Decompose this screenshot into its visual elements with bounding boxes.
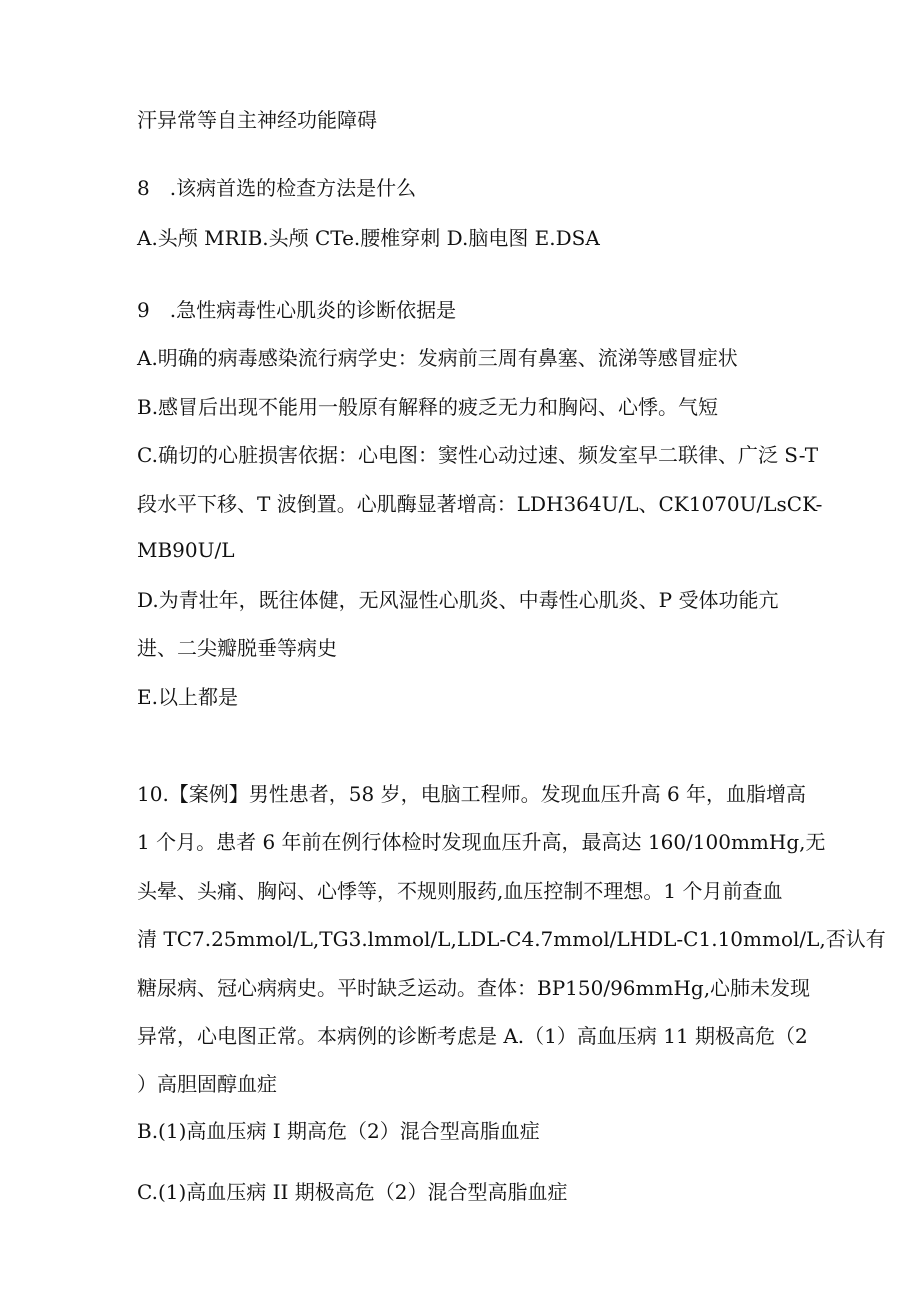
question-10-stem-line-4: 清 TC7.25mmol/L,TG3.lmmol/L,LDL-C4.7mmol/LHDL-C1.10mmol/L,否认有 — [137, 927, 886, 951]
question-9-option-a: A.明确的病毒感染流行病学史：发病前三周有鼻塞、流涕等感冒症状 — [137, 346, 738, 370]
question-8-stem: 8 .该病首选的检查方法是什么 — [137, 176, 417, 200]
question-10-stem-line-2: 1 个月。患者 6 年前在例行体检时发现血压升高，最高达 160/100mmHg,无 — [137, 830, 826, 854]
question-9-option-c-line-1: C.确切的心脏损害依据：心电图：窦性心动过速、频发室早二联律、广泛 S-T — [137, 443, 819, 467]
question-9-option-c-line-2: 段水平下移、T 波倒置。心肌酶显著增高：LDH364U/L、CK1070U/LsCK- — [137, 492, 823, 516]
question-9-option-e: E.以上都是 — [137, 685, 238, 709]
text-line-continuation: 汗异常等自主神经功能障碍 — [137, 108, 377, 132]
question-10-option-b: B.(1)高血压病 I 期高危（2）混合型高脂血症 — [137, 1119, 540, 1143]
question-8-options: A.头颅 MRIB.头颅 CTe.腰椎穿刺 D.脑电图 E.DSA — [137, 226, 600, 250]
question-9-option-d-line-1: D.为青壮年，既往体健，无风湿性心肌炎、中毒性心肌炎、P 受体功能亢 — [137, 588, 779, 612]
question-9-option-d-line-2: 进、二尖瓣脱垂等病史 — [137, 636, 337, 660]
question-9-option-b: B.感冒后出现不能用一般原有解释的疲乏无力和胸闷、心悸。气短 — [137, 395, 719, 419]
question-10-stem-line-5: 糖尿病、冠心病病史。平时缺乏运动。查体：BP150/96mmHg,心肺未发现 — [137, 976, 811, 1000]
question-10-option-a-line-1: 异常，心电图正常。本病例的诊断考虑是 A.（1）高血压病 11 期极高危（2 — [137, 1024, 808, 1048]
question-10-stem-line-1: 10.【案例】男性患者，58 岁，电脑工程师。发现血压升高 6 年，血脂增高 — [137, 782, 807, 806]
question-9-stem: 9 .急性病毒性心肌炎的诊断依据是 — [137, 298, 457, 322]
question-10-option-a-line-2: ）高胆固醇血症 — [137, 1072, 277, 1096]
question-10-stem-line-3: 头晕、头痛、胸闷、心悸等，不规则服药,血压控制不理想。1 个月前查血 — [137, 879, 783, 903]
question-9-option-c-line-3: MB90U/L — [137, 538, 235, 562]
question-10-option-c: C.(1)高血压病 II 期极高危（2）混合型高脂血症 — [137, 1180, 568, 1204]
